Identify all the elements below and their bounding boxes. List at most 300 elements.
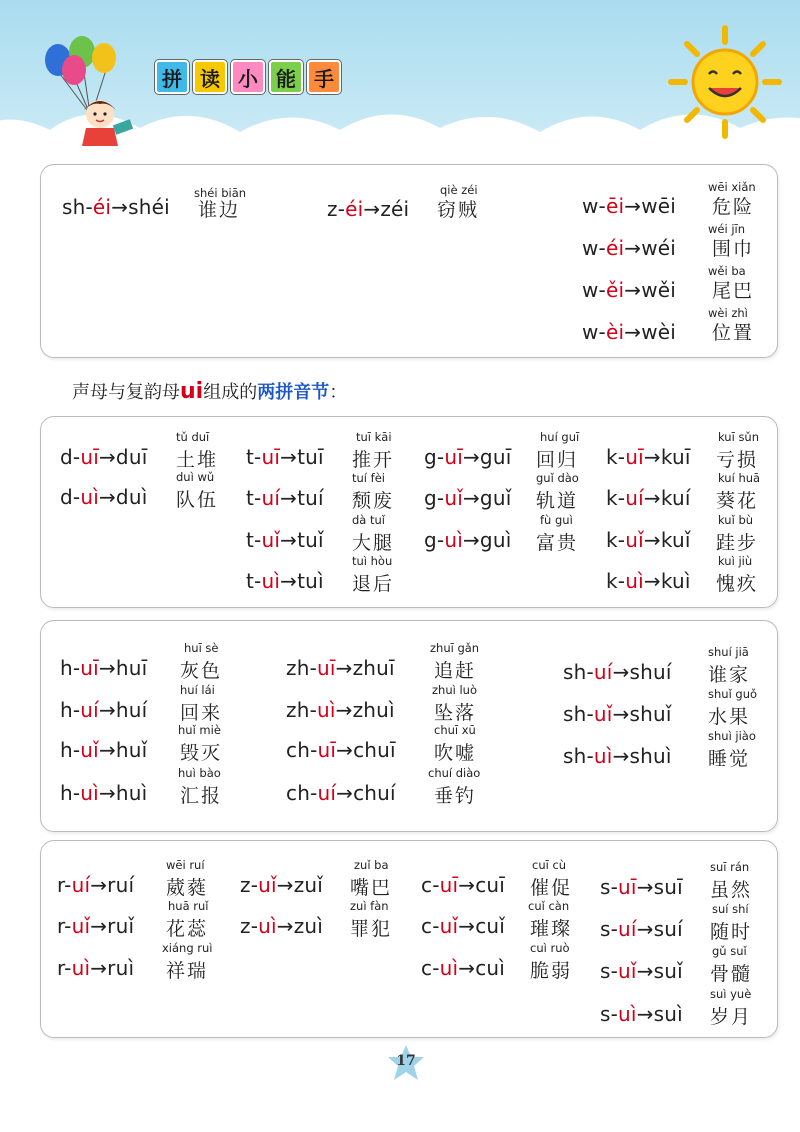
syllable: guǐ [479, 486, 512, 510]
syllable: cuǐ [475, 914, 506, 938]
final: uì [593, 744, 613, 768]
word-hanzi: 轨道 [536, 490, 579, 512]
initial: g- [424, 486, 445, 510]
pinyin-equation [327, 197, 409, 221]
initial: k- [606, 445, 626, 469]
word-hanzi: 花蕊 [166, 918, 209, 940]
word-hanzi: 回归 [536, 449, 579, 471]
word-hanzi: 祥瑞 [166, 960, 209, 982]
initial: d- [60, 485, 81, 509]
syllable: guī [479, 445, 512, 469]
final: ēi [605, 194, 625, 218]
title-char: 小 [231, 60, 265, 94]
final: uǐ [618, 959, 637, 983]
word-hanzi: 汇报 [180, 785, 223, 807]
word-pinyin: wěi ba [708, 264, 746, 278]
pinyin-equation [582, 320, 676, 344]
syllable: huì [115, 781, 148, 805]
pinyin-equation [57, 873, 134, 897]
word-pinyin: cuì ruò [530, 941, 570, 955]
word-hanzi: 灰色 [180, 660, 223, 682]
word-pinyin: tuí fèi [352, 471, 385, 485]
heading-ui: ui [180, 379, 204, 404]
word-pinyin: huì bào [178, 766, 221, 780]
final: uǐ [444, 486, 463, 510]
syllable: cuì [475, 956, 506, 980]
word-hanzi: 谁边 [198, 199, 241, 221]
arrow: → [612, 702, 630, 726]
final: uì [258, 914, 277, 938]
heading-highlight: 两拼音节 [257, 382, 330, 403]
arrow: → [363, 197, 381, 221]
initial: zh- [286, 698, 317, 722]
final: uǐ [439, 914, 459, 938]
arrow: → [280, 569, 298, 593]
word-pinyin: kuì jiù [718, 554, 753, 568]
arrow: → [458, 956, 476, 980]
syllable: suí [653, 917, 683, 941]
word-pinyin: wéi jīn [708, 222, 746, 236]
syllable: wéi [641, 236, 677, 260]
word-pinyin: tuì hòu [352, 554, 393, 568]
arrow: → [335, 656, 353, 680]
initial: k- [606, 486, 626, 510]
arrow: → [643, 445, 661, 469]
pinyin-equation [563, 660, 672, 684]
final: èi [605, 320, 625, 344]
final: uī [618, 875, 637, 899]
pinyin-equation [606, 445, 691, 469]
arrow: → [336, 781, 354, 805]
initial: r- [57, 914, 72, 938]
syllable: wēi [641, 194, 677, 218]
initial: zh- [286, 656, 317, 680]
word-hanzi: 回来 [180, 702, 223, 724]
word-hanzi: 岁月 [710, 1006, 753, 1028]
word-pinyin: dà tuǐ [352, 513, 385, 527]
pinyin-equation [600, 959, 683, 983]
word-hanzi: 吹嘘 [434, 742, 477, 764]
final: uí [593, 660, 613, 684]
initial: sh- [563, 744, 594, 768]
arrow: → [636, 917, 654, 941]
syllable: shuǐ [629, 702, 672, 726]
word-hanzi: 嘴巴 [350, 877, 393, 899]
pinyin-equation [286, 656, 395, 680]
final: éi [92, 195, 112, 219]
syllable: ruì [107, 956, 135, 980]
word-pinyin: chuī xū [434, 723, 476, 737]
arrow: → [336, 738, 354, 762]
final: uǐ [593, 702, 613, 726]
initial: w- [582, 236, 606, 260]
word-pinyin: cuǐ càn [528, 899, 570, 913]
word-pinyin: huā ruǐ [168, 899, 209, 913]
arrow: → [276, 873, 294, 897]
syllable: ruí [107, 873, 135, 897]
word-pinyin: gǔ suǐ [712, 944, 747, 958]
word-hanzi: 推开 [352, 449, 395, 471]
page-number [386, 1043, 426, 1083]
initial: h- [60, 738, 81, 762]
final: uī [261, 445, 281, 469]
arrow: → [612, 744, 630, 768]
syllable: tuī [297, 445, 324, 469]
word-pinyin: wēi ruí [166, 858, 205, 872]
title-char: 手 [307, 60, 341, 94]
pinyin-equation [60, 781, 147, 805]
syllable: kuí [660, 486, 691, 510]
pinyin-equation [60, 445, 147, 469]
initial: z- [327, 197, 346, 221]
word-hanzi: 退后 [352, 573, 395, 595]
word-hanzi: 脆弱 [530, 960, 573, 982]
word-pinyin: xiáng ruì [162, 941, 213, 955]
title-char: 读 [193, 60, 227, 94]
initial: w- [582, 194, 606, 218]
word-pinyin: zuì fàn [350, 899, 389, 913]
word-hanzi: 催促 [530, 877, 573, 899]
final: uī [625, 445, 644, 469]
word-hanzi: 骨髓 [710, 963, 753, 985]
arrow: → [90, 914, 108, 938]
final: uí [618, 917, 637, 941]
initial: w- [582, 278, 606, 302]
syllable: huí [115, 698, 148, 722]
pinyin-equation [60, 656, 147, 680]
word-pinyin: wēi xiǎn [708, 180, 756, 194]
word-hanzi: 葵花 [716, 490, 759, 512]
final: uī [317, 738, 337, 762]
heading-text: 声母与复韵母 [72, 382, 180, 403]
syllable: ruǐ [107, 914, 135, 938]
arrow: → [636, 1002, 654, 1026]
final: uī [80, 656, 99, 680]
word-pinyin: qiè zéi [440, 183, 478, 197]
pinyin-equation [606, 486, 691, 510]
initial: ch- [286, 738, 318, 762]
syllable: zhuì [352, 698, 395, 722]
pinyin-equation [60, 698, 147, 722]
syllable: duì [115, 485, 148, 509]
word-pinyin: fù guì [540, 513, 573, 527]
pinyin-equation [582, 278, 676, 302]
arrow: → [280, 445, 298, 469]
word-hanzi: 水果 [708, 706, 751, 728]
initial: t- [246, 445, 262, 469]
pinyin-equation [246, 569, 324, 593]
pinyin-equation [424, 486, 511, 510]
word-pinyin: guǐ dào [536, 471, 579, 485]
word-pinyin: duì wǔ [176, 470, 215, 484]
final: éi [605, 236, 625, 260]
word-pinyin: suí shí [712, 902, 749, 916]
final: uì [261, 569, 281, 593]
word-hanzi: 围巾 [712, 238, 755, 260]
pinyin-equation [424, 445, 511, 469]
final: éi [345, 197, 364, 221]
word-hanzi: 土堆 [176, 449, 219, 471]
syllable: tuǐ [297, 528, 324, 552]
pinyin-equation [600, 875, 683, 899]
final: uì [625, 569, 644, 593]
word-hanzi: 位置 [712, 322, 755, 344]
initial: z- [240, 873, 259, 897]
arrow: → [276, 914, 294, 938]
initial: w- [582, 320, 606, 344]
word-hanzi: 随时 [710, 921, 753, 943]
word-pinyin: huí lái [180, 683, 215, 697]
initial: t- [246, 569, 262, 593]
word-hanzi: 追赶 [434, 660, 477, 682]
syllable: wèi [641, 320, 677, 344]
syllable: suǐ [653, 959, 683, 983]
initial: g- [424, 528, 445, 552]
word-hanzi: 颓废 [352, 490, 395, 512]
word-pinyin: suī rán [710, 860, 750, 874]
final: uì [71, 956, 91, 980]
pinyin-equation [60, 738, 147, 762]
word-pinyin: huī sè [184, 641, 219, 655]
word-hanzi: 罪犯 [350, 918, 393, 940]
section3-box [40, 620, 778, 832]
arrow: → [636, 959, 654, 983]
arrow: → [612, 660, 630, 684]
word-hanzi: 垂钓 [434, 785, 477, 807]
pinyin-equation [286, 781, 396, 805]
syllable: tuí [297, 486, 324, 510]
section-heading [72, 378, 347, 404]
pinyin-equation [57, 914, 134, 938]
initial: h- [60, 698, 81, 722]
pinyin-equation [606, 569, 691, 593]
pinyin-equation [246, 486, 324, 510]
word-hanzi: 窃贼 [437, 199, 480, 221]
pinyin-equation [60, 485, 147, 509]
syllable: kuī [660, 445, 691, 469]
syllable: huǐ [115, 738, 148, 762]
pinyin-equation [421, 956, 505, 980]
final: uì [444, 528, 463, 552]
arrow: → [462, 445, 480, 469]
word-pinyin: shuí jiā [708, 645, 749, 659]
pinyin-equation [62, 195, 170, 219]
word-hanzi: 大腿 [352, 532, 395, 554]
arrow: → [458, 914, 476, 938]
arrow: → [462, 528, 480, 552]
page-number-text: 17 [396, 1053, 416, 1069]
final: uí [625, 486, 644, 510]
word-pinyin: huí guī [540, 430, 580, 444]
initial: s- [600, 1002, 619, 1026]
final: uī [80, 445, 99, 469]
syllable: suì [653, 1002, 683, 1026]
word-pinyin: huǐ miè [178, 723, 221, 737]
initial: ch- [286, 781, 318, 805]
pinyin-equation [600, 1002, 683, 1026]
arrow: → [624, 236, 642, 260]
word-hanzi: 葳蕤 [166, 877, 209, 899]
balloon-girl-illustration [38, 36, 148, 151]
final: uī [444, 445, 463, 469]
syllable: zuǐ [293, 873, 324, 897]
word-pinyin: zhuī gǎn [430, 641, 480, 655]
word-hanzi: 亏损 [716, 449, 759, 471]
final: uǐ [258, 873, 277, 897]
initial: c- [421, 914, 440, 938]
word-hanzi: 队伍 [176, 489, 219, 511]
final: uì [618, 1002, 637, 1026]
initial: h- [60, 656, 81, 680]
initial: t- [246, 486, 262, 510]
word-hanzi: 毁灭 [180, 742, 223, 764]
pinyin-equation [57, 956, 134, 980]
initial: h- [60, 781, 81, 805]
syllable: tuì [297, 569, 324, 593]
pinyin-equation [286, 698, 395, 722]
arrow: → [98, 738, 116, 762]
word-hanzi: 跬步 [716, 532, 759, 554]
final: uí [317, 781, 337, 805]
word-hanzi: 愧疚 [716, 573, 759, 595]
initial: c- [421, 956, 440, 980]
syllable: guì [479, 528, 512, 552]
syllable: kuì [660, 569, 691, 593]
word-pinyin: suì yuè [710, 987, 752, 1001]
initial: k- [606, 528, 626, 552]
final: uì [80, 485, 99, 509]
word-hanzi: 虽然 [710, 879, 753, 901]
syllable: shéi [128, 195, 170, 219]
syllable: wěi [641, 278, 677, 302]
arrow: → [643, 528, 661, 552]
final: uí [71, 873, 91, 897]
arrow: → [280, 486, 298, 510]
final: uì [80, 781, 99, 805]
final: uì [439, 956, 459, 980]
pinyin-equation [606, 528, 691, 552]
pinyin-equation [600, 917, 683, 941]
word-pinyin: tǔ duī [176, 430, 210, 444]
initial: s- [600, 875, 619, 899]
page-title [155, 60, 341, 94]
final: uī [317, 656, 336, 680]
word-hanzi: 睡觉 [708, 748, 751, 770]
pinyin-equation [240, 914, 323, 938]
pinyin-equation [563, 744, 672, 768]
syllable: shuì [629, 744, 672, 768]
final: uǐ [625, 528, 644, 552]
syllable: suī [653, 875, 683, 899]
word-pinyin: zhuì luò [432, 683, 477, 697]
title-char: 能 [269, 60, 303, 94]
arrow: → [624, 278, 642, 302]
word-pinyin: tuī kāi [356, 430, 392, 444]
word-pinyin: kuí huā [718, 471, 761, 485]
pinyin-equation [563, 702, 672, 726]
sun-illustration [665, 22, 785, 142]
pinyin-equation [421, 914, 505, 938]
word-hanzi: 璀璨 [530, 918, 573, 940]
word-pinyin: chuí diào [428, 766, 481, 780]
word-pinyin: cuī cù [532, 858, 567, 872]
arrow: → [280, 528, 298, 552]
arrow: → [624, 320, 642, 344]
pinyin-equation [582, 236, 676, 260]
arrow: → [636, 875, 654, 899]
initial: r- [57, 956, 72, 980]
pinyin-equation [421, 873, 505, 897]
pinyin-equation [582, 194, 676, 218]
syllable: huī [115, 656, 148, 680]
arrow: → [90, 873, 108, 897]
initial: k- [606, 569, 626, 593]
arrow: → [98, 656, 116, 680]
pinyin-equation [246, 528, 324, 552]
word-pinyin: shuì jiào [708, 729, 756, 743]
syllable: duī [115, 445, 148, 469]
final: uì [317, 698, 336, 722]
syllable: zéi [380, 197, 410, 221]
arrow: → [111, 195, 129, 219]
initial: z- [240, 914, 259, 938]
final: uǐ [71, 914, 91, 938]
pinyin-equation [286, 738, 396, 762]
initial: sh- [563, 702, 594, 726]
arrow: → [98, 698, 116, 722]
syllable: shuí [629, 660, 672, 684]
syllable: zuì [293, 914, 324, 938]
initial: sh- [563, 660, 594, 684]
final: uǐ [261, 528, 281, 552]
pinyin-equation [424, 528, 511, 552]
word-pinyin: shéi biān [194, 186, 247, 200]
arrow: → [90, 956, 108, 980]
arrow: → [643, 486, 661, 510]
pinyin-equation [246, 445, 324, 469]
arrow: → [458, 873, 476, 897]
word-hanzi: 富贵 [536, 532, 579, 554]
initial: t- [246, 528, 262, 552]
syllable: chuī [353, 738, 396, 762]
initial: g- [424, 445, 445, 469]
final: uí [261, 486, 281, 510]
initial: sh- [62, 195, 93, 219]
final: uí [80, 698, 99, 722]
arrow: → [98, 781, 116, 805]
word-pinyin: shuǐ guǒ [708, 687, 758, 701]
initial: c- [421, 873, 440, 897]
pinyin-equation [240, 873, 323, 897]
word-hanzi: 尾巴 [712, 280, 755, 302]
word-hanzi: 谁家 [708, 664, 751, 686]
initial: s- [600, 917, 619, 941]
word-pinyin: wèi zhì [708, 306, 748, 320]
heading-colon: ： [329, 382, 348, 403]
word-pinyin: kuī sǔn [718, 430, 760, 444]
final: uǐ [80, 738, 99, 762]
heading-text: 组成的 [203, 382, 258, 403]
arrow: → [98, 485, 116, 509]
word-pinyin: zuǐ ba [354, 858, 389, 872]
final: uī [439, 873, 459, 897]
initial: r- [57, 873, 72, 897]
word-hanzi: 危险 [712, 196, 755, 218]
arrow: → [462, 486, 480, 510]
initial: d- [60, 445, 81, 469]
arrow: → [643, 569, 661, 593]
initial: s- [600, 959, 619, 983]
